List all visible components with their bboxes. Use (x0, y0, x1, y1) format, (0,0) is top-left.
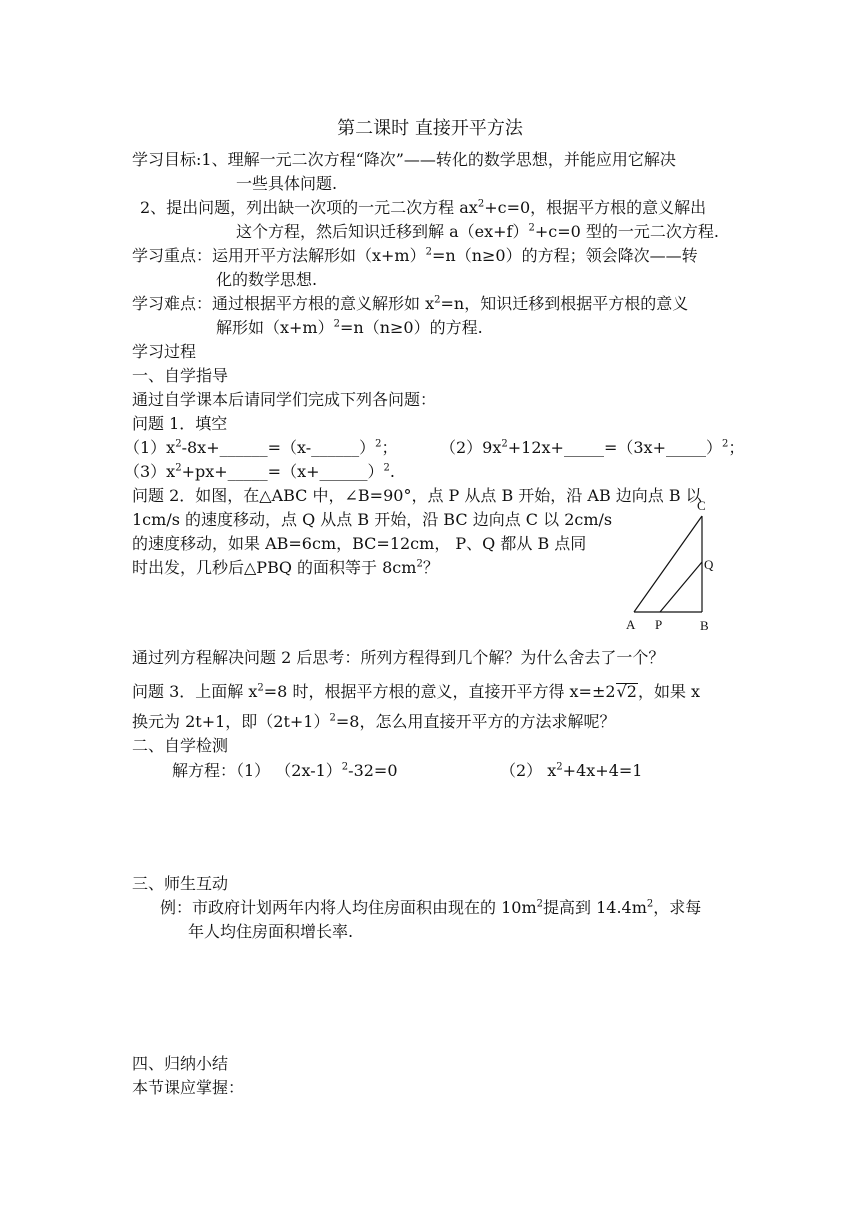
equation-1: 解方程：（1） $(2x-1)^2-32=0$ (172, 761, 398, 780)
objective-line-1-cont: 一些具体问题. (236, 174, 338, 193)
section1-heading: 一、自学指导 (132, 366, 229, 385)
question1-item-2: $(2)9x^2+12x+\_\_\_\_\_=(3x+\_\_\_\_\_)^2$； (440, 438, 745, 457)
sqrt-symbol: √2 (616, 682, 637, 701)
question2-line-2: 1cm/s 的速度移动，点 Q 从点 B 开始，沿 BC 边向点 C 以 2cm/s (132, 510, 613, 529)
page-title: 第二课时 直接开平方法 (337, 118, 523, 139)
question2-line-4: 时出发，几秒后△PBQ 的面积等于 $8cm^2$？ (132, 558, 439, 577)
label-a: A (626, 617, 636, 632)
segment-pq (660, 562, 702, 612)
section3-heading: 三、师生互动 (132, 874, 229, 893)
side-ac (634, 516, 702, 612)
question2-line-1: 问题 2．如图，在△ABC 中，∠B=90°，点 P 从点 B 开始，沿 AB 边向点 B 以 (132, 486, 702, 505)
triangle-svg (600, 496, 730, 636)
objective-line-2-cont: 这个方程，然后知识迁移到解 $a(ex+f)^2+c=0$ 型的一元二次方程. (236, 222, 719, 241)
question2-line-3: 的速度移动，如果 AB=6cm，BC=12cm， P、Q 都从 B 点同 (132, 534, 587, 553)
example-line-1: 例：市政府计划两年内将人均住房面积由现在的 $10m^2$提高到 $14.4m^2$，求每 (160, 898, 702, 917)
difficulty-line-2: 解形如$(x+m)^2=n(n\ge 0)$的方程. (216, 318, 483, 337)
key-point-line-1: 学习重点：运用开平方法解形如$(x+m)^2=n(n\ge 0)$的方程；领会降次——转 (132, 246, 698, 265)
question1-title: 问题 1．填空 (132, 414, 228, 433)
question1-item-1: $(1)x^2-8x+\_\_\_\_\_\_=(x-\_\_\_\_\_\_)^2$； (124, 438, 398, 457)
question3-line-1: 问题 3．上面解 $x^2=8$ 时，根据平方根的意义，直接开平方得 x=±2√2，如果 x (132, 682, 701, 701)
label-p: P (655, 617, 663, 632)
process-heading: 学习过程 (132, 342, 197, 361)
section2-heading: 二、自学检测 (132, 736, 229, 755)
section4-heading: 四、归纳小结 (132, 1054, 229, 1073)
key-point-line-2: 化的数学思想. (216, 270, 318, 289)
section1-intro: 通过自学课本后请同学们完成下列各问题： (132, 390, 437, 409)
question1-item-3: $(3)x^2+px+\_\_\_\_\_=(x+\_\_\_\_\_\_)^2$. (124, 462, 395, 481)
example-line-2: 年人均住房面积增长率. (188, 922, 354, 941)
section4-line: 本节课应掌握： (132, 1078, 245, 1097)
think-line: 通过列方程解决问题 2 后思考：所列方程得到几个解？为什么舍去了一个？ (132, 648, 665, 667)
label-q: Q (704, 557, 714, 572)
equation-2: （2） $x^2+4x+4=1$ (500, 761, 643, 780)
objective-line-1: 学习目标:1、理解一元二次方程“降次”——转化的数学思想，并能应用它解决 (132, 150, 676, 169)
triangle-figure (600, 496, 730, 636)
objective-line-2: 2、提出问题，列出缺一次项的一元二次方程 $ax^2+c=0$，根据平方根的意义解出 (140, 198, 707, 217)
question3-line-2: 换元为 2t+1，即$(2t+1)^2=8$，怎么用直接开平方的方法求解呢？ (132, 712, 616, 731)
difficulty-line-1: 学习难点：通过根据平方根的意义解形如 $x^2=n$，知识迁移到根据平方根的意义 (132, 294, 689, 313)
label-c: C (697, 498, 706, 513)
label-b: B (700, 618, 709, 633)
